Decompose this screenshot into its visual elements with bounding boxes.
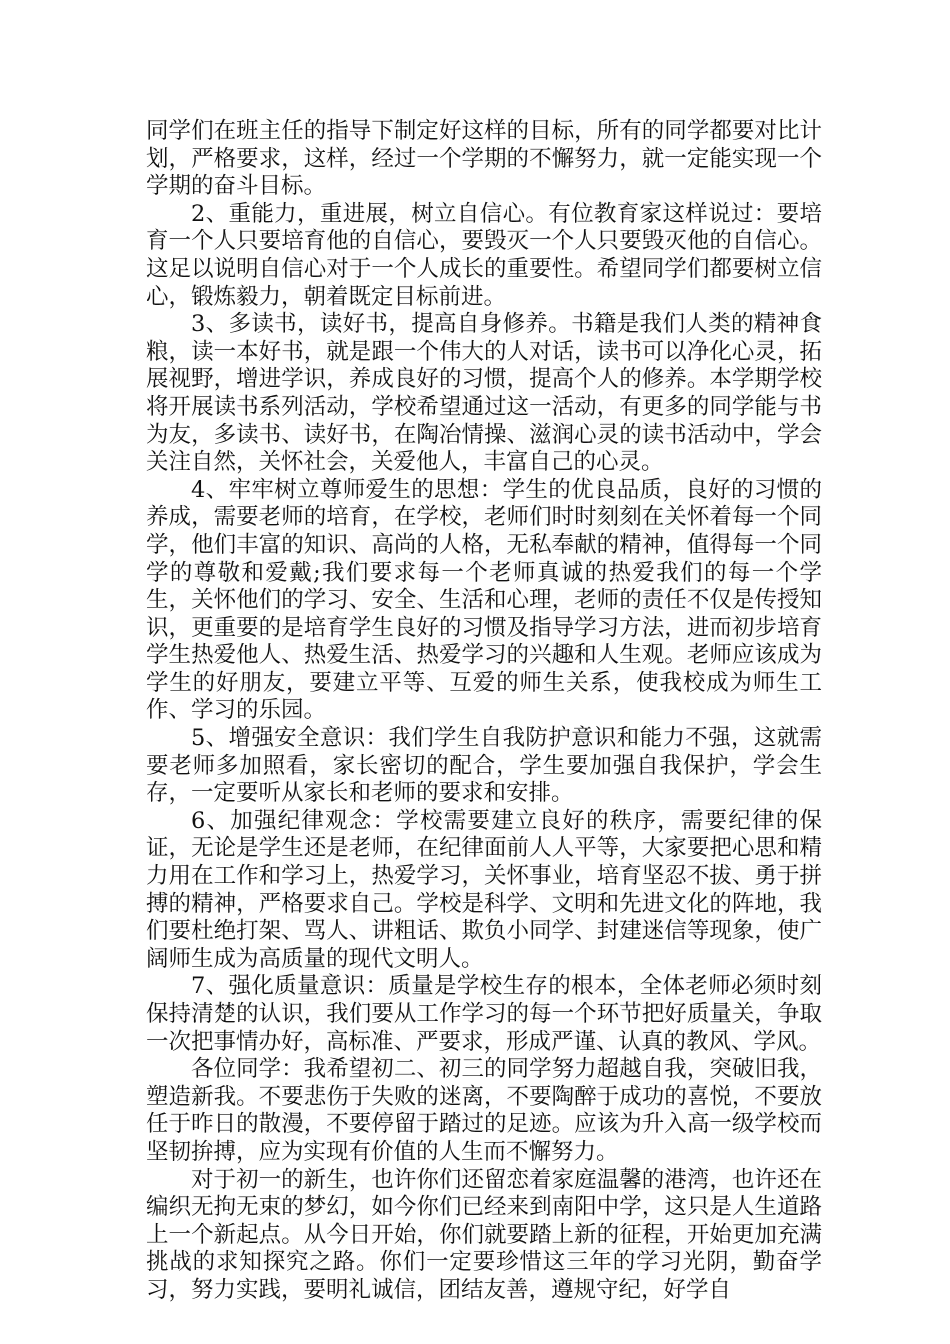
paragraph-quality: 7、强化质量意识：质量是学校生存的根本，全体老师必须时刻保持清楚的认识，我们要从工作学习的每一个环节把好质量关，争取一次把事情办好，高标准、严要求，形成严谨、认真的教风、学风。 xyxy=(146,973,822,1055)
paragraph-new-students: 对于初一的新生，也许你们还留恋着家庭温馨的港湾，也许还在编织无拘无束的梦幻，如今你们已经来到南阳中学，这只是人生道路上一个新起点。从今日开始，你们就要踏上新的征程，开始更加充满挑战的求知探究之路。你们一定要珍惜这三年的学习光阴，勤奋学习，努力实践，要明礼诚信，团结友善，遵规守纪，好学自 xyxy=(146,1166,822,1303)
paragraph-upper-grades: 各位同学：我希望初二、初三的同学努力超越自我，突破旧我，塑造新我。不要悲伤于失败的迷离，不要陶醉于成功的喜悦，不要放任于昨日的散漫，不要停留于踏过的足迹。应该为升入高一级学校而坚韧拚搏，应为实现有价值的人生而不懈努力。 xyxy=(146,1056,822,1165)
paragraph-discipline: 6、加强纪律观念：学校需要建立良好的秩序，需要纪律的保证，无论是学生还是老师，在纪律面前人人平等，大家要把心思和精力用在工作和学习上，热爱学习，关怀事业，培育坚忍不拔、勇于拼搏的精神，严格要求自己。学校是科学、文明和先进文化的阵地，我们要杜绝打架、骂人、讲粗话、欺负小同学、封建迷信等现象，使广阔师生成为高质量的现代文明人。 xyxy=(146,807,822,972)
paragraph-respect-teachers: 4、牢牢树立尊师爱生的思想：学生的优良品质，良好的习惯的养成，需要老师的培育，在学校，老师们时时刻刻在关怀着每一个同学，他们丰富的知识、高尚的人格，无私奉献的精神，值得每一个同学的尊敬和爱戴;我们要求每一个老师真诚的热爱我们的每一个学生，关怀他们的学习、安全、生活和心理，老师的责任不仅是传授知识，更重要的是培育学生良好的习惯及指导学习方法，进而初步培育学生热爱他人、热爱生活、热爱学习的兴趣和人生观。老师应该成为学生的好朋友，要建立平等、互爱的师生关系，使我校成为师生工作、学习的乐园。 xyxy=(146,476,822,724)
paragraph-safety: 5、增强安全意识：我们学生自我防护意识和能力不强，这就需要老师多加照看，家长密切的配合，学生要加强自我保护，学会生存，一定要听从家长和老师的要求和安排。 xyxy=(146,725,822,807)
paragraph-self-confidence: 2、重能力，重进展，树立自信心。有位教育家这样说过：要培育一个人只要培育他的自信心，要毁灭一个人只要毁灭他的自信心。这足以说明自信心对于一个人成长的重要性。希望同学们都要树立信心，锻炼毅力，朝着既定目标前进。 xyxy=(146,200,822,310)
paragraph-reading: 3、多读书，读好书，提高自身修养。书籍是我们人类的精神食粮，读一本好书，就是跟一个伟大的人对话，读书可以净化心灵，拓展视野，增进学识，养成良好的习惯，提高个人的修养。本学期学校将开展读书系列活动，学校希望通过这一活动，有更多的同学能与书为友，多读书、读好书，在陶冶情操、滋润心灵的读书活动中，学会关注自然，关怀社会，关爱他人，丰富自己的心灵。 xyxy=(146,311,822,476)
paragraph-goal-summary: 同学们在班主任的指导下制定好这样的目标，所有的同学都要对比计划，严格要求，这样，经过一个学期的不懈努力，就一定能实现一个学期的奋斗目标。 xyxy=(146,118,822,200)
document-body xyxy=(146,118,822,1305)
